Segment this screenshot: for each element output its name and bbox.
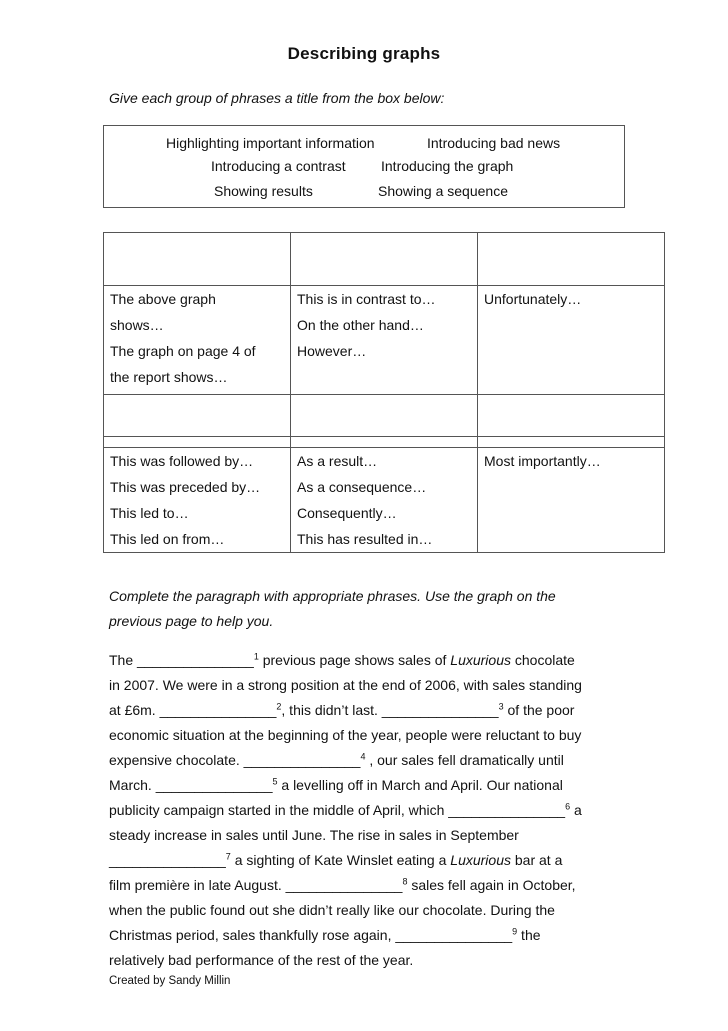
paragraph-line: in 2007. We were in a strong position at the end of 2006, with sales standing	[109, 677, 582, 693]
author-credit: Created by Sandy Millin	[109, 975, 231, 987]
option-contrast: Introducing a contrast	[211, 158, 346, 174]
phrase: This has resulted in…	[297, 531, 433, 547]
text: of the poor	[503, 702, 575, 718]
phrase: The graph on page 4 of	[110, 343, 256, 359]
title-cell-4[interactable]	[104, 395, 291, 448]
title-cell-3[interactable]	[478, 233, 665, 286]
instruction-line: previous page to help you.	[109, 613, 274, 629]
blank-3[interactable]: _______________	[381, 702, 499, 718]
gap-fill-paragraph	[109, 648, 629, 973]
option-results: Showing results	[214, 183, 313, 199]
title-cell-1[interactable]	[104, 233, 291, 286]
paragraph-line	[109, 698, 629, 723]
text: at £6m.	[109, 702, 160, 718]
paragraph-line: steady increase in sales until June. The rise in sales in September	[109, 827, 519, 843]
title-cell-5[interactable]	[291, 395, 478, 448]
title-cell-2[interactable]	[291, 233, 478, 286]
text: film première in late August.	[109, 877, 286, 893]
paragraph-line: economic situation at the beginning of the year, people were reluctant to buy	[109, 727, 582, 743]
text: chocolate	[510, 652, 575, 668]
phrase: As a consequence…	[297, 479, 427, 495]
phrase-cell	[478, 448, 665, 553]
option-introducing-graph: Introducing the graph	[381, 158, 514, 174]
blank-8[interactable]: _______________	[285, 877, 403, 893]
paragraph-line	[109, 748, 629, 773]
text: a levelling off in March and April. Our national	[277, 777, 563, 793]
gap-number: 6	[565, 801, 571, 812]
paragraph-line: when the public found out she didn’t really like our chocolate. During the	[109, 902, 555, 918]
paragraph-line	[109, 873, 629, 898]
phrase-cell	[104, 448, 291, 553]
text: bar at a	[510, 852, 563, 868]
option-bad-news: Introducing bad news	[427, 135, 561, 151]
blank-4[interactable]: _______________	[243, 752, 361, 768]
text: The	[109, 652, 138, 668]
paragraph-line	[109, 648, 629, 673]
title-cell-6[interactable]	[478, 395, 665, 448]
paragraph-line	[109, 798, 629, 823]
text: , this didn’t last.	[281, 702, 382, 718]
brand-name: Luxurious	[450, 652, 511, 668]
instruction-titles: Give each group of phrases a title from the box below:	[109, 90, 445, 106]
phrase: The above graph	[110, 291, 216, 307]
blank-7[interactable]: _______________	[109, 852, 226, 868]
gap-number: 7	[225, 851, 231, 862]
phrase: shows…	[110, 317, 164, 333]
phrase: This is in contrast to…	[297, 291, 436, 307]
title-options-box	[103, 125, 625, 208]
gap-number: 1	[253, 651, 259, 662]
text: the	[517, 927, 541, 943]
paragraph-line	[109, 923, 629, 948]
text: March.	[109, 777, 156, 793]
option-highlighting: Highlighting important information	[166, 135, 375, 151]
gap-number: 4	[360, 751, 366, 762]
phrase: As a result…	[297, 453, 378, 469]
blank-5[interactable]: _______________	[155, 777, 273, 793]
phrase-cell	[291, 448, 478, 553]
gap-number: 9	[512, 926, 518, 937]
paragraph-line	[109, 848, 629, 873]
phrase: This led to…	[110, 505, 189, 521]
text: previous page shows sales of	[258, 652, 451, 668]
blank-2[interactable]: _______________	[159, 702, 277, 718]
text: , our sales fell dramatically until	[365, 752, 564, 768]
phrase: Most importantly…	[484, 453, 601, 469]
text: a	[570, 802, 582, 818]
text: sales fell again in October,	[407, 877, 576, 893]
phrase: This was followed by…	[110, 453, 254, 469]
phrase: This was preceded by…	[110, 479, 261, 495]
phrase: This led on from…	[110, 531, 225, 547]
phrase: On the other hand…	[297, 317, 424, 333]
phrase-table-2	[103, 394, 665, 553]
instruction-paragraph	[109, 584, 629, 634]
text: a sighting of Kate Winslet eating a	[230, 852, 451, 868]
brand-name: Luxurious	[450, 852, 511, 868]
phrase: Unfortunately…	[484, 291, 582, 307]
page-title: Describing graphs	[287, 44, 441, 63]
blank-6[interactable]: _______________	[448, 802, 566, 818]
phrase: Consequently…	[297, 505, 397, 521]
gap-number: 5	[272, 776, 278, 787]
text: publicity campaign started in the middle of April, which	[109, 802, 449, 818]
paragraph-line	[109, 773, 629, 798]
text: expensive chocolate.	[109, 752, 244, 768]
phrase: the report shows…	[110, 369, 228, 385]
blank-1[interactable]: _______________	[137, 652, 254, 668]
instruction-line: Complete the paragraph with appropriate phrases. Use the graph on the	[109, 588, 556, 604]
blank-9[interactable]: _______________	[395, 927, 513, 943]
paragraph-line: relatively bad performance of the rest of the year.	[109, 952, 414, 968]
gap-number: 2	[276, 701, 282, 712]
gap-number: 3	[498, 701, 504, 712]
option-sequence: Showing a sequence	[378, 183, 508, 199]
text: Christmas period, sales thankfully rose again,	[109, 927, 396, 943]
gap-number: 8	[402, 876, 408, 887]
phrase: However…	[297, 343, 367, 359]
